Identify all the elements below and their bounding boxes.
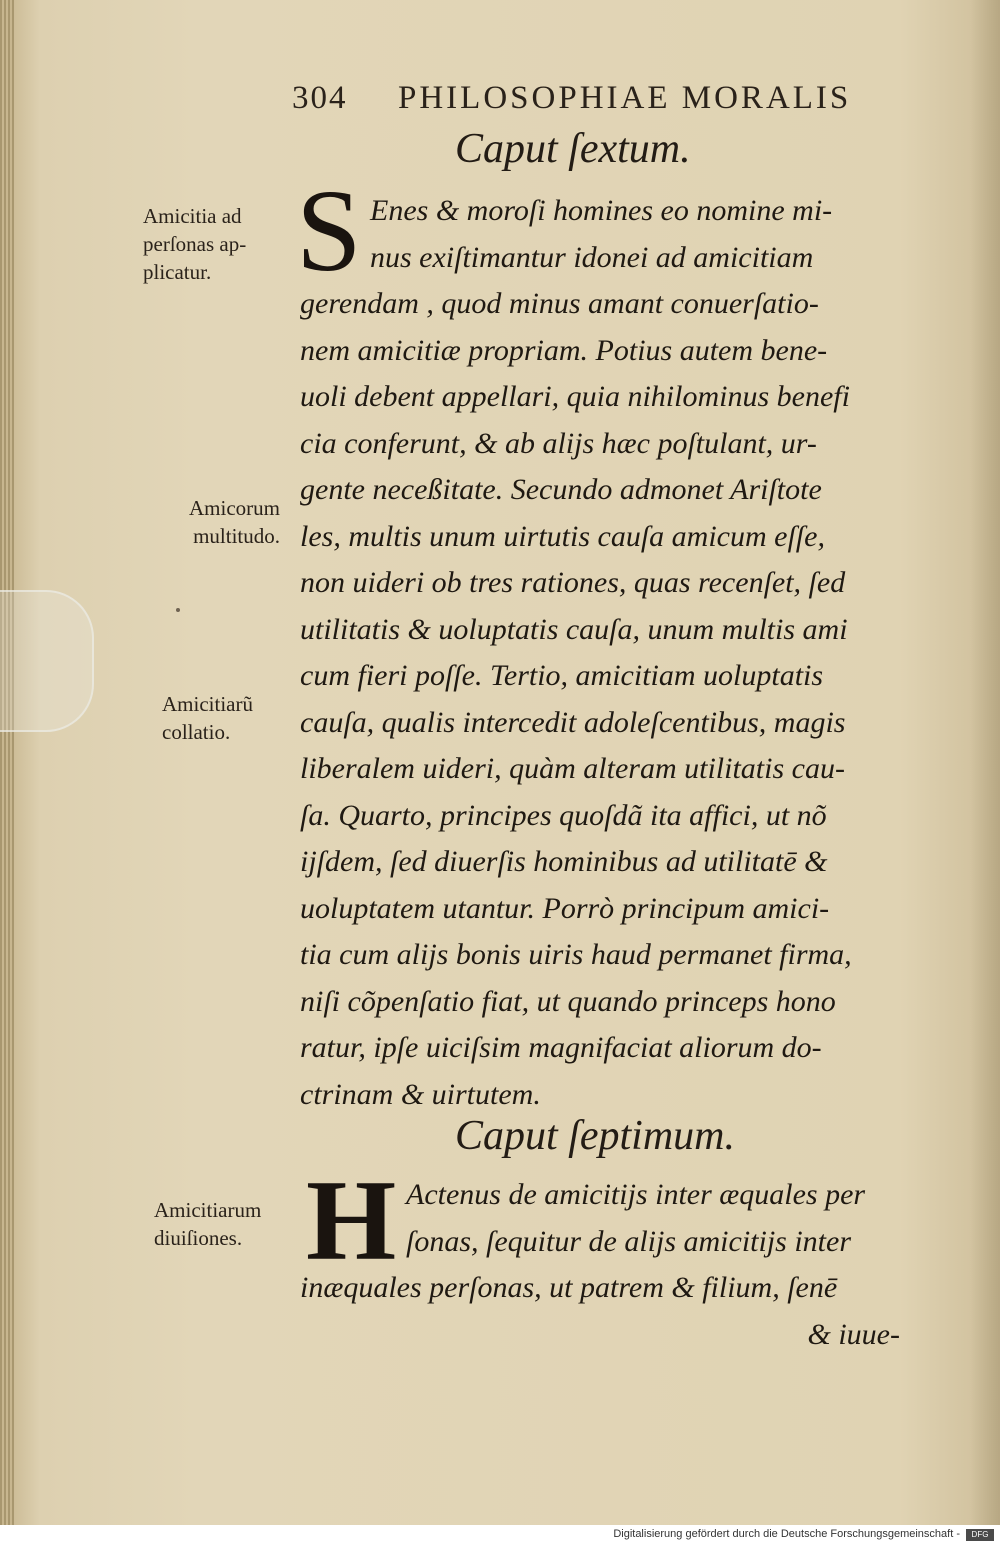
margin-note-line: Amicitia ad xyxy=(143,204,242,228)
text-line: ſa. Quarto, principes quoſdã ita affici, ut nõ xyxy=(300,798,827,832)
text-line: inæquales perſonas, ut patrem & filium, ſenē xyxy=(300,1271,838,1304)
ink-spot xyxy=(176,608,180,612)
text-line: Actenus de amicitijs inter æquales per xyxy=(406,1178,866,1211)
text-line: cauſa, qualis intercedit adoleſcentibus, magis xyxy=(300,705,846,739)
text-line: ijſdem, ſed diuerſis hominibus ad utilitatē & xyxy=(300,845,828,878)
text-line: Enes & moroſi homines eo nomine mi- xyxy=(370,194,833,227)
text-line: gente neceßitate. Secundo admonet Ariſtote xyxy=(300,473,822,506)
margin-note-line: multitudo. xyxy=(193,524,280,548)
text-line: nus exiſtimantur idonei ad amicitiam xyxy=(370,240,814,274)
text-line: cia conferunt, & ab alijs hæc poſtulant, ur- xyxy=(300,426,817,460)
running-title: PHILOSOPHIAE MORALIS xyxy=(398,80,852,116)
margin-note xyxy=(143,202,246,286)
text-line: ratur, ipſe uiciſsim magnifaciat aliorum do- xyxy=(300,1031,822,1064)
margin-note xyxy=(162,690,253,746)
running-head xyxy=(292,80,892,126)
chapter-7-text xyxy=(300,1172,905,1358)
margin-note-line: plicatur. xyxy=(143,260,212,284)
margin-note xyxy=(154,1196,261,1252)
chapter-6-text xyxy=(300,188,900,1118)
text-line: niſi cõpenſatio fiat, ut quando princeps hono xyxy=(300,984,836,1018)
text-line: cum fieri poſſe. Tertio, amicitiam uoluptatis xyxy=(300,659,824,692)
text-line: & iuue- xyxy=(807,1317,900,1351)
text-line: utilitatis & uoluptatis cauſa, unum multis ami xyxy=(300,612,848,646)
plastic-clip xyxy=(0,590,94,732)
text-line: les, multis unum uirtutis cauſa amicum eſſe, xyxy=(300,519,825,553)
margin-note-line: Amicitiarum xyxy=(154,1198,262,1222)
drop-cap-h: H xyxy=(306,1157,397,1285)
text-line: uoluptatem utantur. Porrò principum amici- xyxy=(300,891,830,925)
text-line: ſonas, ſequitur de alijs amicitijs inter xyxy=(406,1224,851,1258)
margin-note-line: diuiſiones. xyxy=(154,1226,243,1250)
margin-note xyxy=(170,494,280,550)
drop-cap-s: S xyxy=(296,165,362,296)
funding-credit: Digitalisierung gefördert durch die Deutsche Forschungsgemeinschaft - xyxy=(613,1528,960,1540)
text-line: gerendam , quod minus amant conuerſatio- xyxy=(300,287,819,320)
margin-note-line: Amicitiarũ xyxy=(162,692,253,716)
chapter-heading-6: Caput ſextum. xyxy=(455,126,691,172)
margin-note-line: collatio. xyxy=(162,720,231,744)
footer-bar xyxy=(0,1525,1000,1545)
page-edge-right xyxy=(970,0,1000,1525)
text-line: uoli debent appellari, quia nihilominus benefi xyxy=(300,380,850,413)
text-line: non uideri ob tres rationes, quas recenſet, ſed xyxy=(300,566,846,599)
text-line: tia cum alijs bonis uiris haud permanet firma, xyxy=(300,938,852,971)
margin-note-line: perſonas ap- xyxy=(143,232,247,256)
text-line: liberalem uideri, quàm alteram utilitatis cau- xyxy=(300,752,845,785)
chapter-heading-7: Caput ſeptimum. xyxy=(455,1113,735,1159)
page-number: 304 xyxy=(292,80,348,116)
page-edge-left xyxy=(0,0,14,1525)
text-line: nem amicitiæ propriam. Potius autem bene- xyxy=(300,333,828,367)
dfg-logo: DFG xyxy=(966,1529,994,1541)
margin-note-line: Amicorum xyxy=(189,496,280,520)
text-line: ctrinam & uirtutem. xyxy=(300,1077,541,1111)
